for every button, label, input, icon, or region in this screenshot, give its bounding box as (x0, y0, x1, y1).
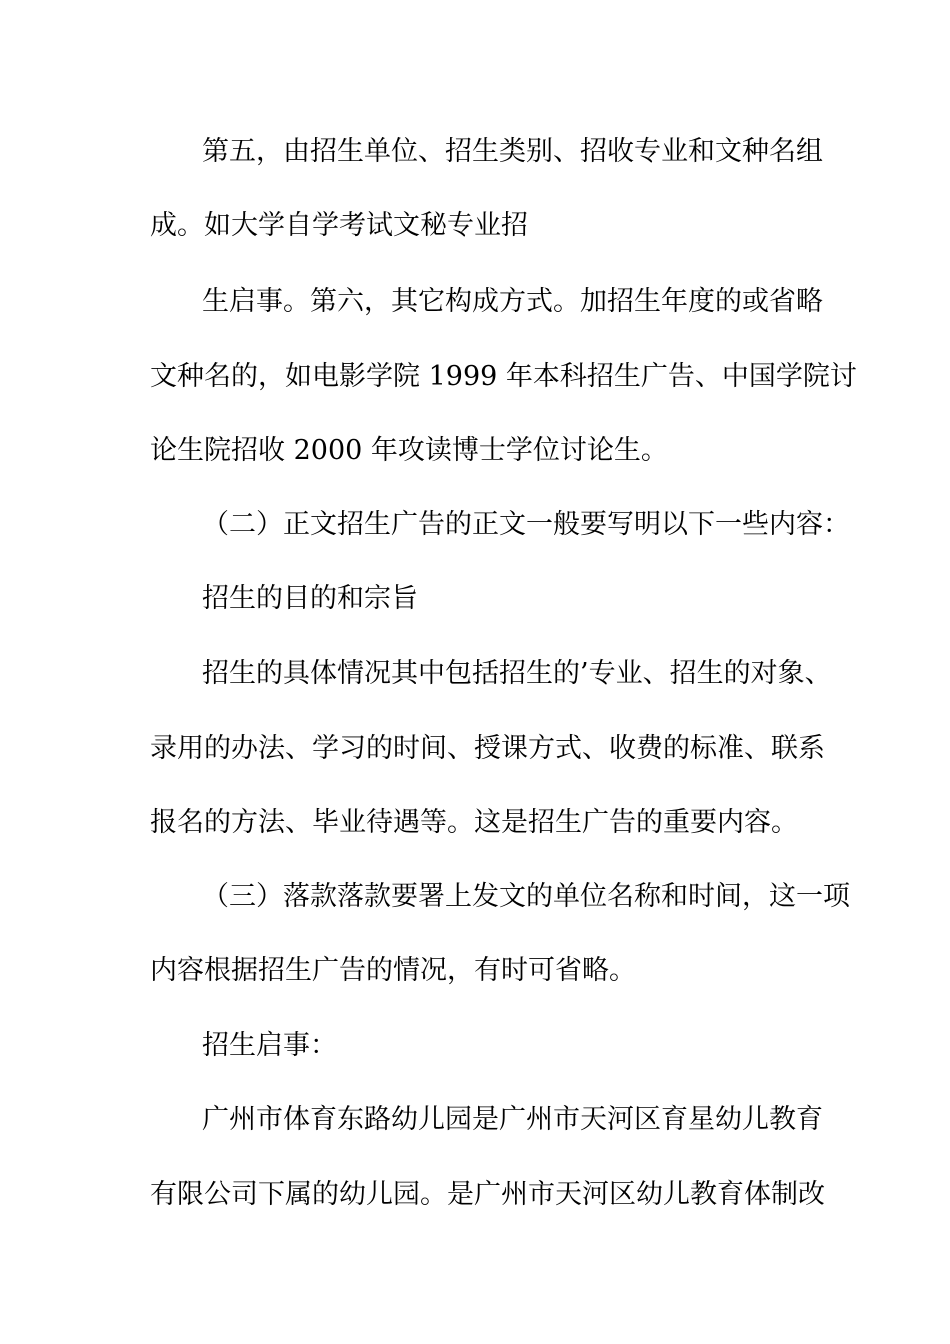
paragraph-line: 报名的方法、毕业待遇等。这是招生广告的重要内容。 (150, 807, 798, 838)
paragraph-line: 有限公司下属的幼儿园。是广州市天河区幼儿教育体制改 (150, 1179, 825, 1210)
paragraph-line: 文种名的，如电影学院 1999 年本科招生广告、中国学院讨 (150, 361, 857, 392)
paragraph-line: 录用的办法、学习的时间、授课方式、收费的标准、联系 (150, 733, 825, 764)
section-heading-line: （三）落款落款要署上发文的单位名称和时间，这一项 (202, 881, 850, 912)
paragraph-line: 第五，由招生单位、招生类别、招收专业和文种名组 (202, 136, 823, 167)
paragraph-line: 招生启事： (202, 1030, 337, 1061)
paragraph-line: 招生的具体情况其中包括招生的’专业、招生的对象、 (202, 658, 832, 689)
paragraph-line: 生启事。第六，其它构成方式。加招生年度的或省略 (202, 286, 823, 317)
paragraph-line: 论生院招收 2000 年攻读博士学位讨论生。 (150, 435, 668, 466)
paragraph-line: 内容根据招生广告的情况，有时可省略。 (150, 955, 636, 986)
paragraph-line: 广州市体育东路幼儿园是广州市天河区育星幼儿教育 (202, 1104, 823, 1135)
paragraph-line: 招生的目的和宗旨 (202, 583, 418, 614)
section-heading-line: （二）正文招生广告的正文一般要写明以下一些内容： (202, 509, 850, 540)
paragraph-line: 成。如大学自学考试文秘专业招 (150, 210, 528, 241)
